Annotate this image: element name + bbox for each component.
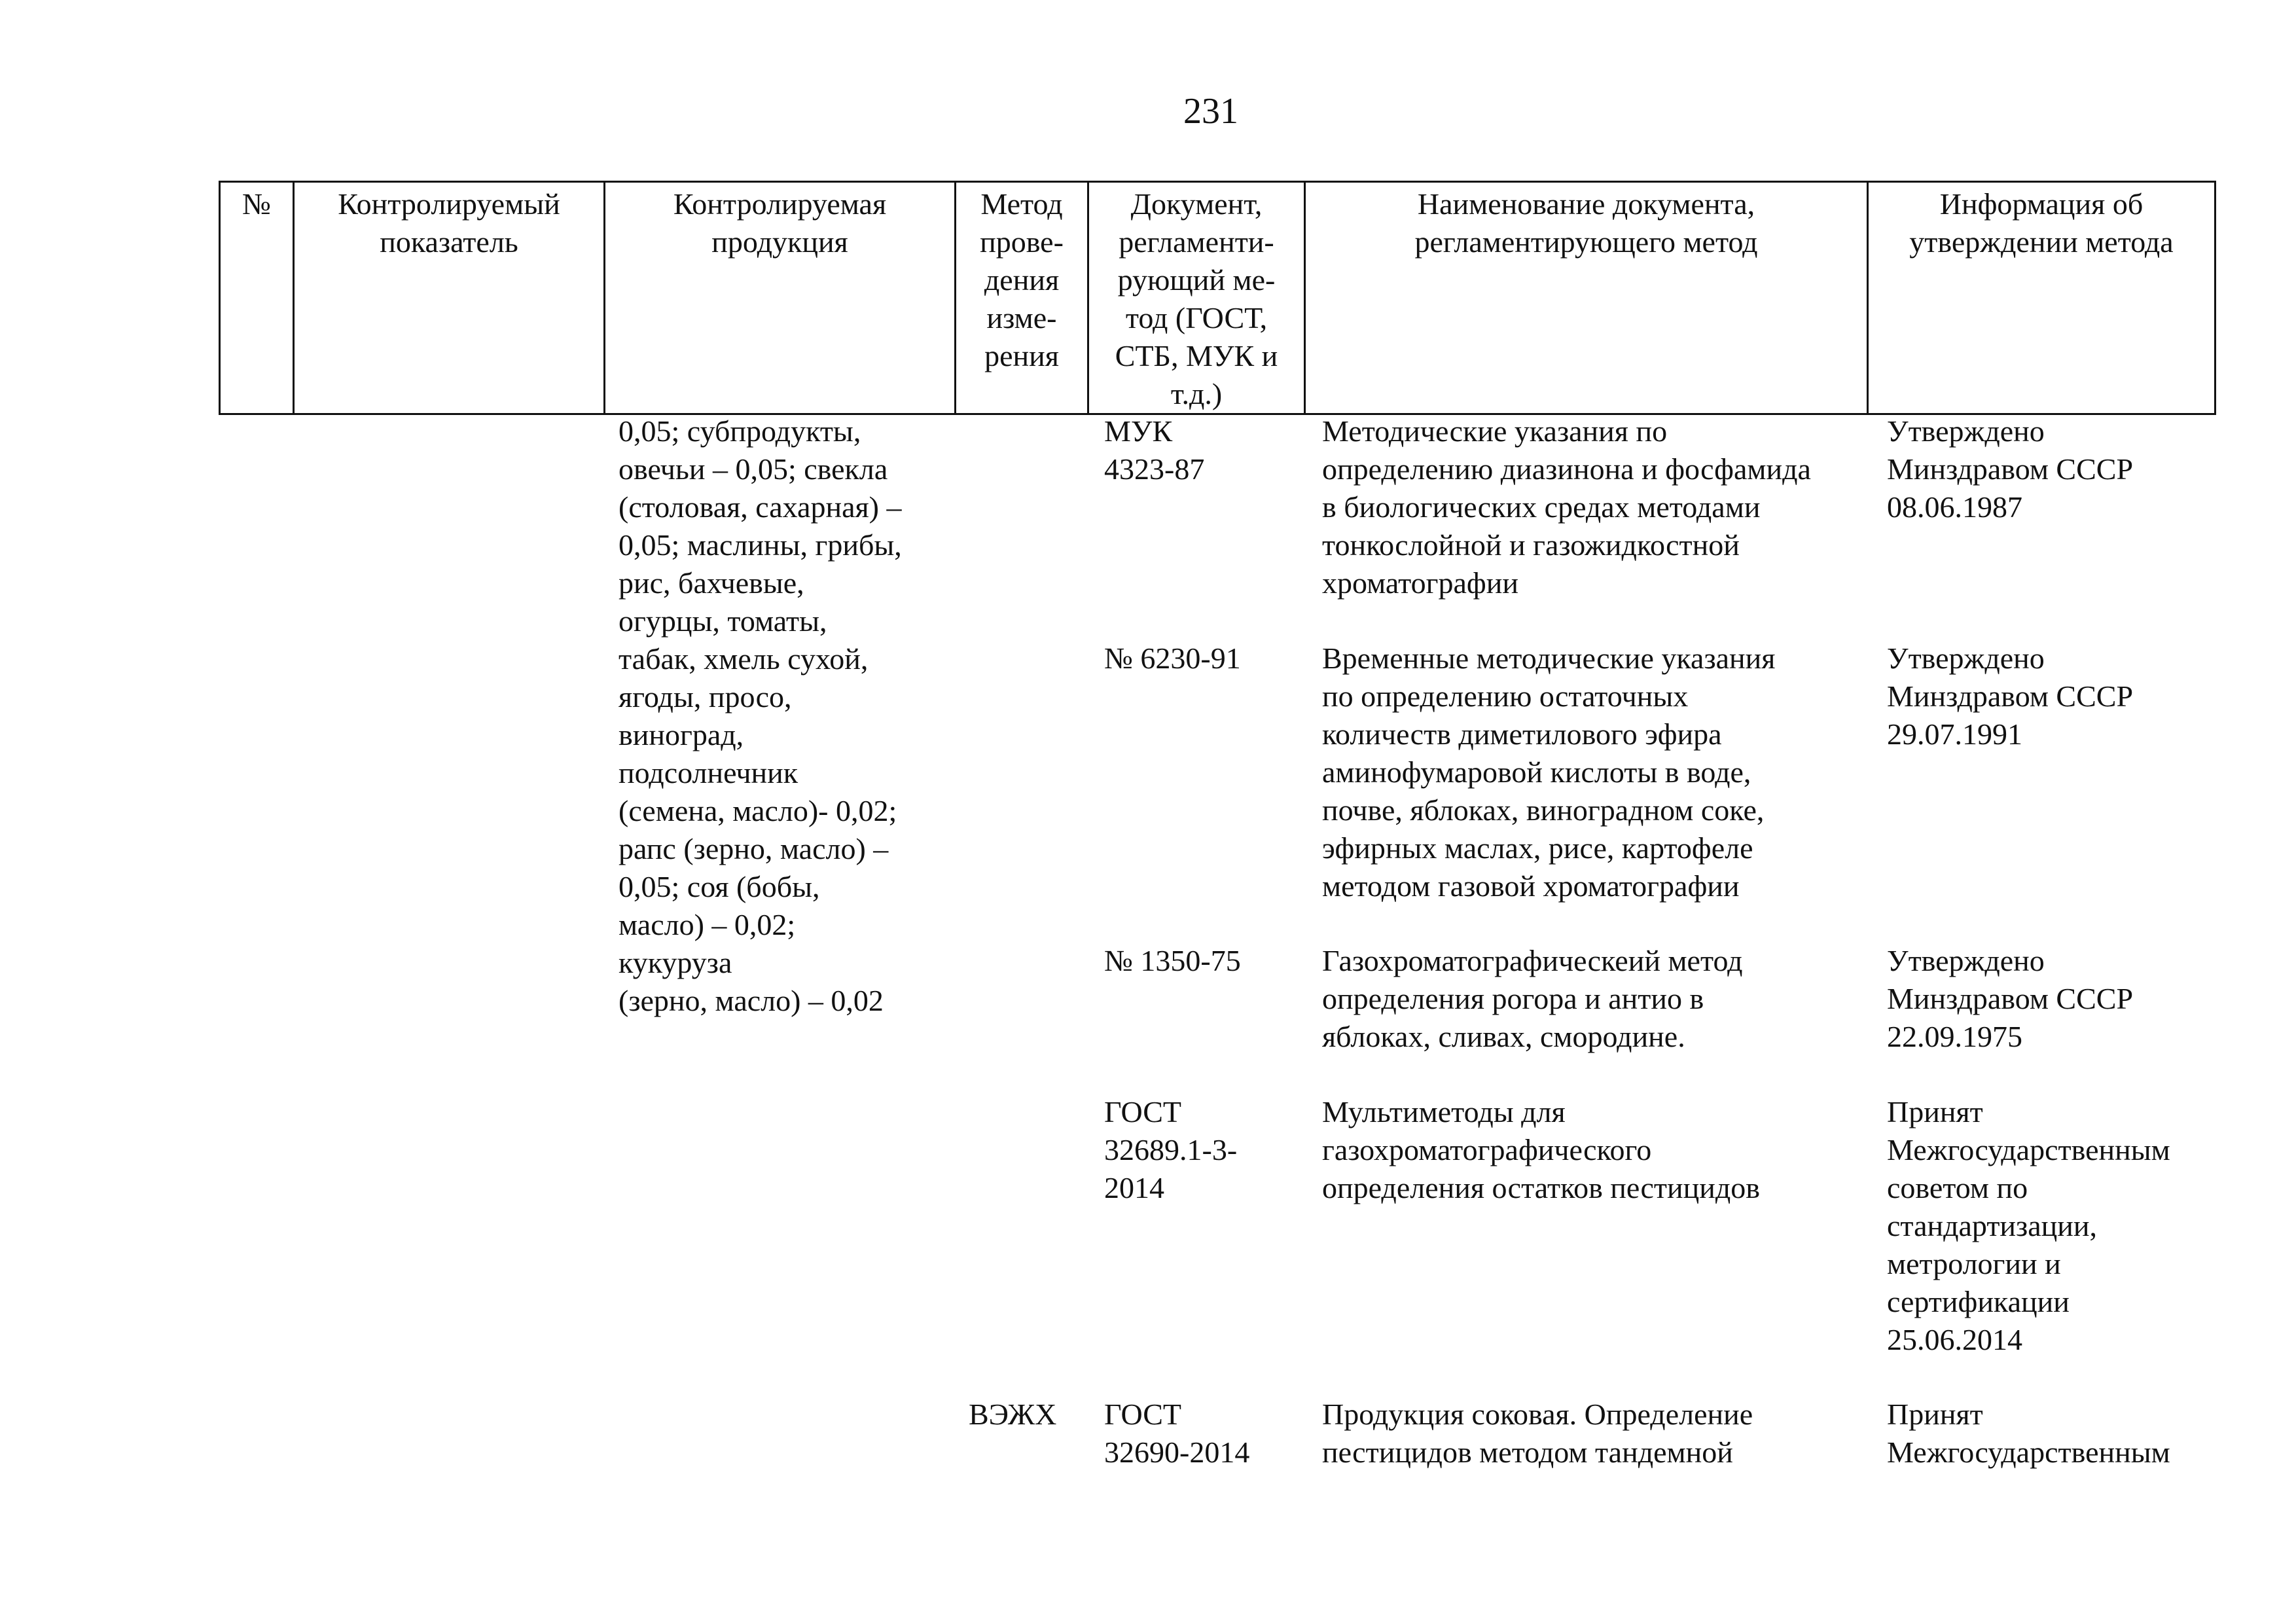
row-1-document: МУК 4323-87	[1104, 414, 1205, 486]
row-5-method: ВЭЖХ	[969, 1398, 1057, 1431]
table-header	[219, 181, 2216, 415]
header-approval-info: Информация об утверждении метода	[1868, 182, 2215, 414]
row-4-document-name: Мультиметоды для газохроматографического определения остатков пестицидов	[1322, 1095, 1760, 1204]
row-1-approval-info: Утверждено Минздравом СССР 08.06.1987	[1887, 414, 2134, 524]
row-1-document-name: Методические указания по определению диазинона и фосфамида в биологических средах методами тонкослойной и газожидкостной хроматографии	[1322, 414, 1811, 600]
row-2-document: № 6230-91	[1104, 641, 1241, 675]
header-product: Контролируемая продукция	[605, 182, 956, 414]
row-3-approval-info: Утверждено Минздравом СССР 22.09.1975	[1887, 944, 2134, 1053]
row-5-document: ГОСТ 32690-2014	[1104, 1398, 1250, 1469]
header-indicator: Контролируемый показатель	[294, 182, 605, 414]
row-3-document: № 1350-75	[1104, 944, 1241, 977]
row-5-approval-info: Принят Межгосударственным	[1887, 1398, 2170, 1469]
product-cell: 0,05; субпродукты, овечьи – 0,05; свекла (столовая, сахарная) – 0,05; маслины, грибы, рис, бахчевые, огурцы, томаты, табак, хмель сухой, ягоды, просо, виноград, подсолнечник (семена, масло)- 0,02; рапс (зерно, масло) – 0,05; соя (бобы, масло) – 0,02; кукуруза (зерно, масло) – 0,02	[619, 414, 902, 1017]
row-2-document-name: Временные методические указания по определению остаточных количеств диметилового эфира аминофумаровой кислоты в воде, почве, яблоках, виноградном соке, эфирных маслах, рисе, картофеле методом газовой хроматографии	[1322, 641, 1776, 903]
row-5-document-name: Продукция соковая. Определение пестицидов методом тандемной	[1322, 1398, 1753, 1469]
row-4-approval-info: Принят Межгосударственным советом по стандартизации, метрологии и сертификации 25.06.2014	[1887, 1095, 2170, 1356]
header-method: Метод прове- дения изме- рения	[956, 182, 1088, 414]
row-2-approval-info: Утверждено Минздравом СССР 29.07.1991	[1887, 641, 2134, 751]
header-document-name: Наименование документа, регламентирующего метод	[1305, 182, 1868, 414]
header-document: Документ, регламенти- рующий ме- тод (ГОСТ, СТБ, МУК и т.д.)	[1088, 182, 1305, 414]
header-number: №	[220, 182, 294, 414]
row-3-document-name: Газохроматографическеий метод определения рогора и антио в яблоках, сливах, смородине.	[1322, 944, 1743, 1053]
row-4-document: ГОСТ 32689.1-3- 2014	[1104, 1095, 1238, 1204]
page-number: 231	[1183, 91, 1238, 132]
